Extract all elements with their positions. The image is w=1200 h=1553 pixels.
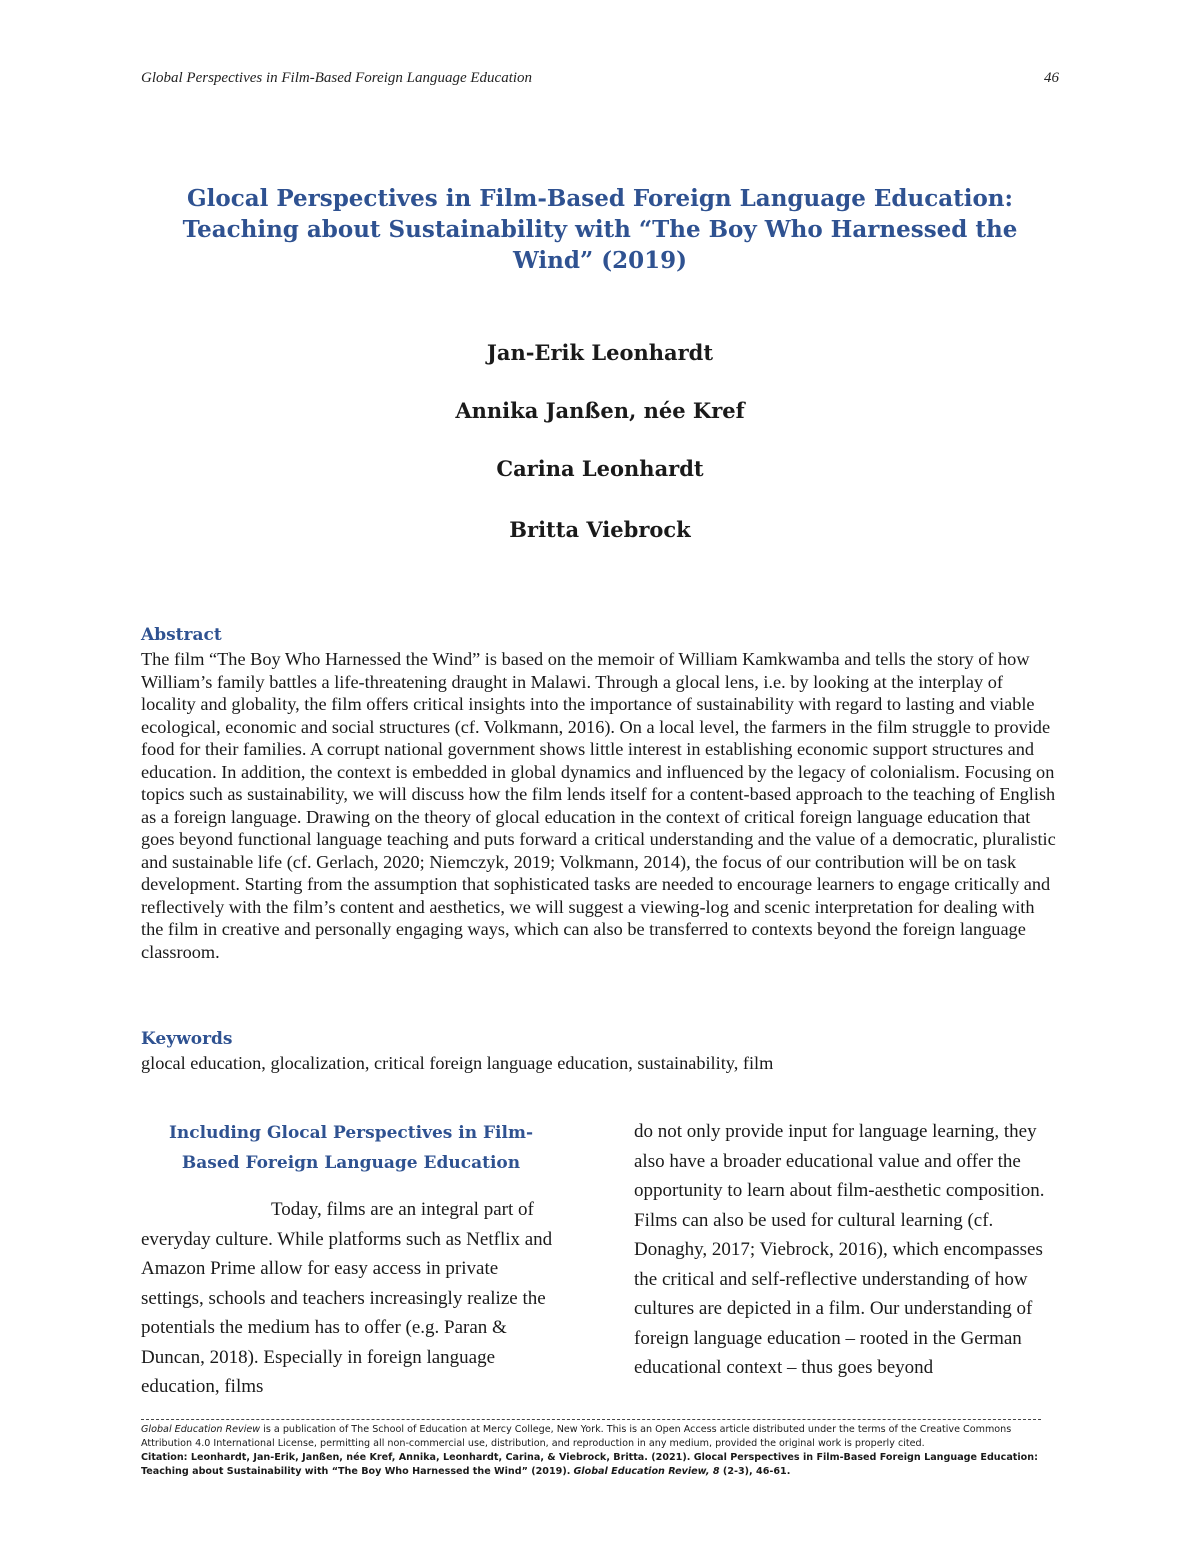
footer-divider — [141, 1419, 1041, 1420]
author-4: Britta Viebrock — [509, 517, 691, 542]
body-left-column: Today, films are an integral part of everyday culture. While platforms such as Netflix and Amazon Prime allow for easy access in private settings, schools and teachers increasingly realize the potentials the medium has to offer (e.g. Paran & Duncan, 2018). Especially in foreign language education, films — [141, 1199, 553, 1397]
title-line-1: Glocal Perspectives in Film-Based Foreign Language Education: — [186, 185, 1014, 212]
author-3: Carina Leonhardt — [496, 456, 704, 481]
footer-citation: Citation: Leonhardt, Jan-Erik, Janßen, née Kref, Annika, Leonhardt, Carina, & Viebrock, Britta. (2021). Glocal Perspectives in Film-Based Foreign Language Education: Teaching about Sustainability with “The Boy Who Harnessed the Wind” (2019). — [141, 1452, 1038, 1477]
footer-citation-journal: Global Education Review, 8 — [573, 1466, 720, 1477]
article-title — [130, 183, 1070, 276]
section-heading: Including Glocal Perspectives in Film-Based Foreign Language Education — [168, 1123, 534, 1173]
abstract-text: The film “The Boy Who Harnessed the Wind” is based on the memoir of William Kamkwamba and tells the story of how William’s family battles a life-threatening draught in Malawi. Through a glocal lens, i.e. by looking at the interplay of locality and globality, the film offers critical insights into the importance of sustainability with regard to lasting and viable ecological, economic and social structures (cf. Volkmann, 2016). On a local level, the farmers in the film struggle to provide food for their families. A corrupt national government shows little interest in establishing economic support structures and education. In addition, the context is embedded in global dynamics and influenced by the legacy of colonialism. Focusing on topics such as sustainability, we will discuss how the film lends itself for a content-based approach to the teaching of English as a foreign language. Drawing on the theory of glocal education in the context of critical foreign language education that goes beyond functional language teaching and puts forward a critical understanding and the value of a democratic, pluralistic and sustainable life (cf. Gerlach, 2020; Niemczyk, 2019; Volkmann, 2014), the focus of our contribution will be on task development. Starting from the assumption that sophisticated tasks are needed to encourage learners to engage critically and reflectively with the film’s content and aesthetics, we will suggest a viewing-log and scenic interpretation for dealing with the film in creative and personally engaging ways, which can also be transferred to contexts beyond the foreign language classroom. — [141, 649, 1056, 962]
journal-title: Global Perspectives in Film-Based Foreign Language Education — [141, 70, 533, 86]
footer-citation-pages: (2-3), 46-61. — [719, 1466, 791, 1477]
title-line-2: Teaching about Sustainability with “The Boy Who Harnessed the — [182, 216, 1018, 243]
author-2: Annika Janßen, née Kref — [455, 398, 745, 423]
keywords-heading: Keywords — [141, 1029, 233, 1049]
page-number: 46 — [1044, 70, 1059, 86]
footer-note — [141, 1423, 1061, 1479]
body-right-column: do not only provide input for language learning, they also have a broader educational value and offer the opportunity to learn about film-aesthetic composition. Films can also be used for cultural learning (cf. Donaghy, 2017; Viebrock, 2016), which encompasses the critical and self-reflective understanding of how cultures are depicted in a film. Our understanding of foreign language education – rooted in the German educational context – thus goes beyond — [634, 1121, 1045, 1378]
footer-journal-name: Global Education Review — [141, 1424, 261, 1435]
author-1: Jan-Erik Leonhardt — [486, 340, 714, 365]
footer-publication-note: is a publication of The School of Education at Mercy College, New York. This is an Open Access article distributed under the terms of the Creative Commons Attribution 4.0 International License, permitting all non-commercial use, distribution, and reproduction in any medium, provided the original work is properly cited. — [141, 1424, 1012, 1449]
abstract-heading: Abstract — [141, 625, 222, 645]
title-line-3: Wind” (2019) — [513, 247, 687, 274]
keywords-text: glocal education, glocalization, critical foreign language education, sustainability, film — [141, 1053, 774, 1073]
running-header — [141, 70, 1059, 87]
